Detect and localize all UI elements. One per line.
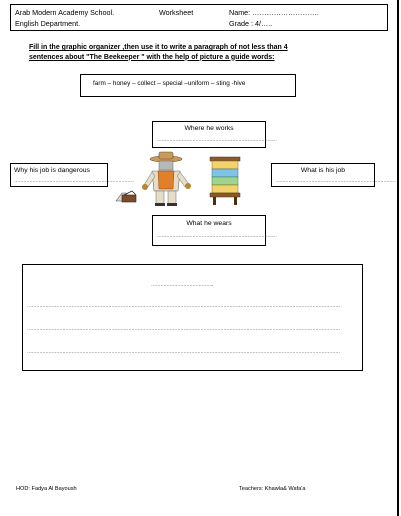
why-dangerous-label: Why his job is dangerous <box>14 167 90 174</box>
what-he-wears-answer-line[interactable]: …………………………………………………………………… <box>157 233 277 239</box>
beehive-icon <box>210 157 240 205</box>
guide-words: farm – honey – collect – special –uniform – sting -hive <box>93 80 246 87</box>
paragraph-title-line[interactable]: ………………………………….. <box>151 282 213 288</box>
worksheet-label: Worksheet <box>159 8 194 17</box>
what-is-his-job-label: What is his job <box>300 167 346 174</box>
teachers-signature: Teachers: Khawla& Wafa'a <box>239 486 306 492</box>
instructions-line-1: Fill in the graphic organizer ,then use it to write a paragraph of not less than 4 <box>29 44 288 51</box>
beekeeper-picture <box>114 151 244 207</box>
what-is-his-job-box[interactable] <box>271 163 396 187</box>
why-dangerous-box[interactable] <box>10 163 134 187</box>
why-dangerous-answer-line[interactable]: …………………………………………………………………… <box>14 178 134 184</box>
guide-words-box <box>80 74 296 97</box>
what-he-wears-label: What he wears <box>186 220 232 227</box>
smoker-icon <box>116 191 136 202</box>
what-he-wears-box[interactable] <box>152 215 277 246</box>
paragraph-writing-box[interactable] <box>22 264 363 371</box>
where-he-works-box[interactable] <box>152 121 277 148</box>
student-name-field[interactable]: Name: ………………………. <box>229 8 319 17</box>
grade-field[interactable]: Grade : 4/….. <box>229 19 273 28</box>
page-right-border <box>397 0 399 516</box>
where-he-works-label: Where he works <box>184 125 234 132</box>
school-name: Arab Modern Academy School. <box>15 8 115 17</box>
instructions <box>29 43 374 62</box>
paragraph-line-1[interactable]: …………………………………………………………………………………………………………………………………………………………………………………… <box>27 303 340 309</box>
paragraph-line-3[interactable]: …………………………………………………………………………………………………………………………………………………………………………………… <box>27 349 340 355</box>
paragraph-line-2[interactable]: …………………………………………………………………………………………………………………………………………………………………………………… <box>27 326 340 332</box>
what-is-his-job-answer-line[interactable]: …………………………………………………………………… <box>276 178 396 184</box>
department-name: English Department. <box>15 19 81 28</box>
beekeeper-figure-icon <box>142 152 191 206</box>
instructions-line-2: sentences about "The Beekeeper " with the help of picture a guide words: <box>29 53 275 61</box>
header-box <box>10 4 388 31</box>
where-he-works-answer-line[interactable]: …………………………………………………………………… <box>157 137 277 143</box>
hod-signature: HOD: Fadya Al Bayoush <box>16 486 77 492</box>
